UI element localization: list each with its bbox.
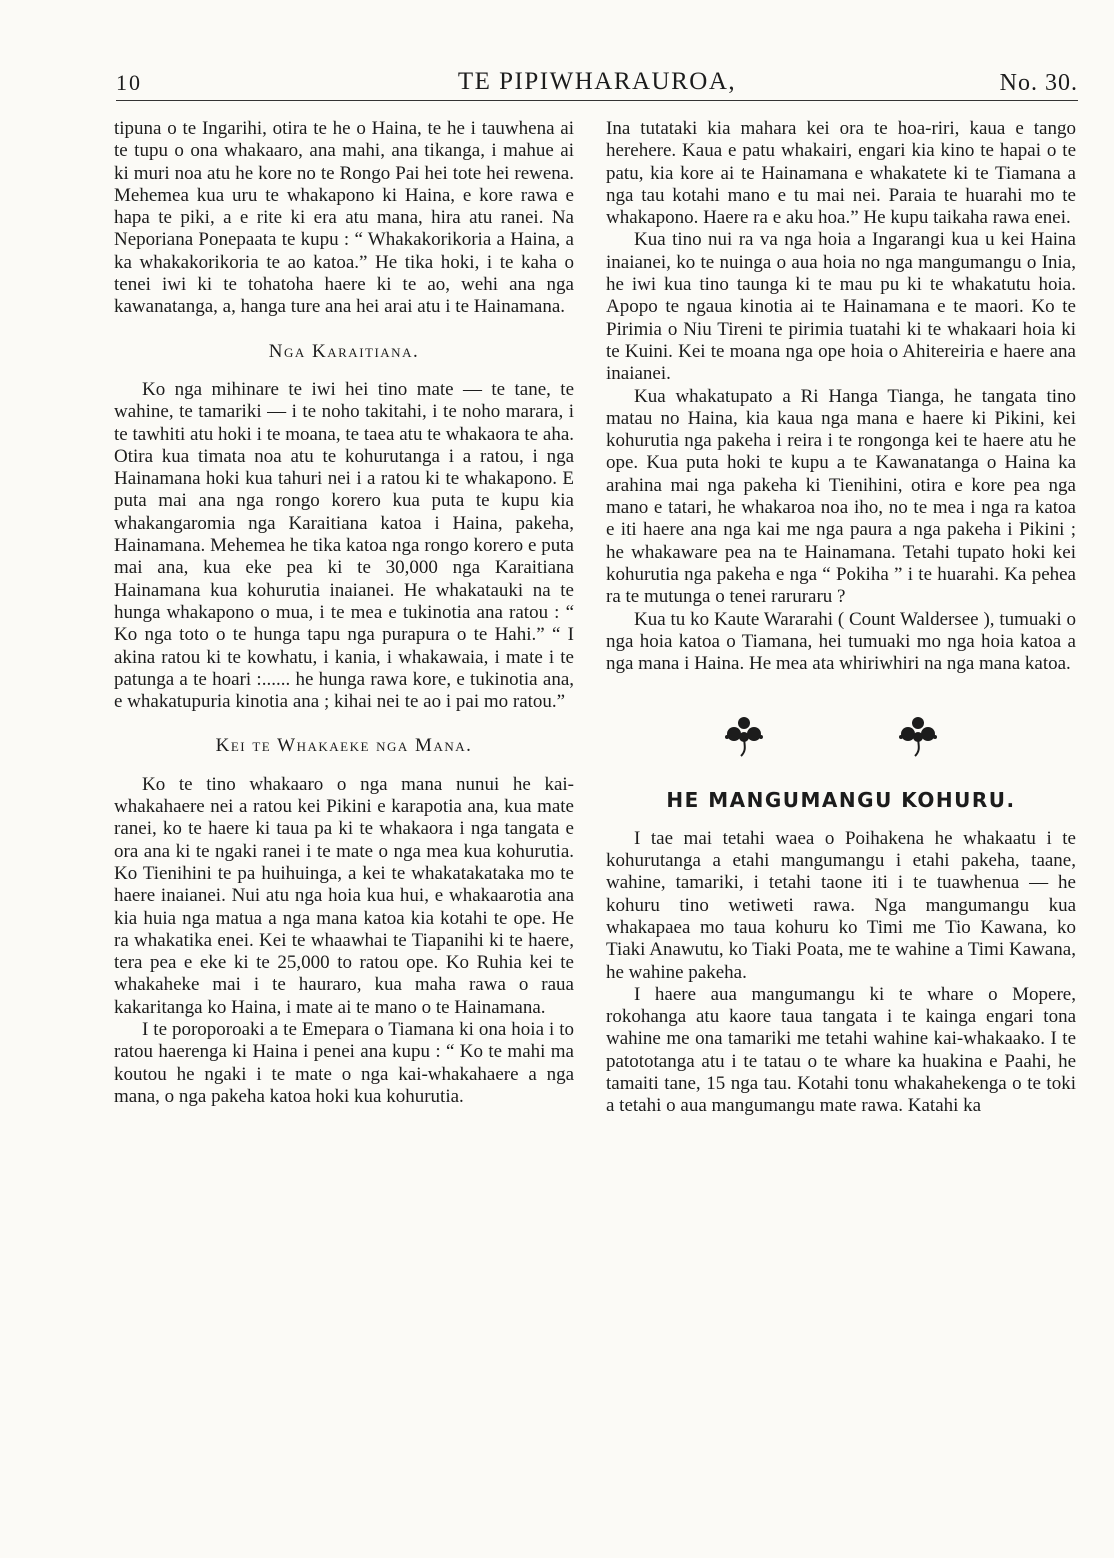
issue-number: No. 30. [999,70,1078,96]
section-heading-karaitiana: Nga Karaitiana. [268,340,420,362]
page-number: 10 [116,70,142,95]
mangumangu-paragraph-1: I tae mai tetahi waea o Poihakena he whakaatu i te kohurutanga a etahi mangumangu i etahi pakeha, taane, wahine, tamariki, i tetahi taone iti i te tuawhenua — he kohuru tino wetiweti rawa. Nga mangumangu kua whakapaea mo taua kohuru ko Timi me Tio Kawana, ko Tiaki Anawutu, ko Tiaki Poata, me te wahine a Timi Kawana, he wahine pakeha. [606,827,1076,983]
karaitiana-paragraph: Ko nga mihinare te iwi hei tino mate — te tane, te wahine, te tamariki — i te noho takitahi, i te noho marara, i te tawhiti atu hoki i te moana, te taea atu te whakaora te aha. Otira kua timata noa atu te kohurutanga i a ratou, i nga Hainamana hoki kua tahuri nei i a ratou ki te whakapono. E puta mai ana nga rongo korero kua puta te kupu kia whakangaromia nga Karaitiana katoa i Haina, pakeha, Hainamana. Mehemea he tika katoa nga rongo korero e puta mai ana, kua eke pea ki te 30,000 nga Karaitiana Hainamana kua kohurutia inaianei. He whakatauki na te hunga whakapono o mua, i te mea e tukinotia ana ratou : “ Ko nga toto o te hunga tapu nga purapura o te Hahi.” “ I akina ratou ki te kowhatu, i kania, i whakawaia, i mate i te patunga a te hoari :...... he hunga rawa kore, e tukinotia ana, e whakatupuria kinotia ana ; kihai nei te ao i pai mo ratou.” [114,378,574,713]
masthead-title: TE PIPIWHARAUROA, [457,68,737,95]
right-column [606,118,1076,1118]
left-column [114,118,574,1108]
right-paragraph-4: Kua tu ko Kaute Wararahi ( Count Waldersee ), tumuaki o nga hoia katoa o Tiamana, hei tumuaki mo nga hoia katoa a nga mana i Haina. He mea ata whiriwhiri na nga mana katoa. [606,608,1076,675]
whakaeke-paragraph-2: I te poroporoaki a te Emepara o Tiamana ki ona hoia i to ratou haerenga ki Haina i penei ana kupu : “ Ko te mahi ma koutou he ngaki i te mate o nga kai-whakahaere a nga mana, o nga pakeha katoa hoki kua kohurutia. [114,1018,574,1107]
header-rule [116,100,1078,101]
trefoil-ornament-icon [898,715,938,759]
left-opening-paragraph: tipuna o te Ingarihi, otira te he o Haina, te he i tauwhena ai te tupu o ona whakaaro, ana mahi, ana tikanga, i mahue ai ki muri noa atu he kore no te Rongo Pai hei tote hei rewena. Mehemea kua uru te whakapono ki Haina, e kore rawa e hapa te piki, a e rite ki era atu mana, hira atu ranei. Na Neporiana Ponepaata te kupu : “ Whakakorikoria a Haina, a ka whakakorikoria te ao katoa.” He tika hoki, i te kaha o tenei iwi ki te tohatoha haere ki te ao, wehi ana nga kawanatanga, a, hanga ture ana hei arai atu i te Hainamana. [114,118,574,318]
section-heading-whakaeke: Kei te Whakaeke nga Mana. [215,735,473,757]
right-paragraph-3: Kua whakatupato a Ri Hanga Tianga, he tangata tino matau no Haina, kia kaua nga mana e haere ki Pikini, kei kohurutia nga pakeha i reira i te rongonga kei te haere atu he ope. Kua puta hoki te kupu a te Kawanatanga o Haina ka arahina mai nga pakeha ki Tienihini, otira e kore pea nga mano e tatari, he whakaroa noa iho, no te mea i nga ra katoa e iti haere ana nga kai me nga paura a nga pakeha i Pikini ; he whakaware pea na te Hainamana. Tetahi tupato hoki kei kohurutia nga pakeha e nga “ Pokiha ” i te huarahi. Ka pehea ra te mutunga o tenei raruraru ? [606,385,1076,608]
right-paragraph-2: Kua tino nui ra va nga hoia a Ingarangi kua u kei Haina inaianei, ko te nuinga o aua hoia no nga mangumangu o Inia, he iwi kua tino taunga ki te mau pu ki te whakatutu hoia. Apopo te ngaua kinotia ai te Hainamana e te maori. Ko te Pirimia o Niu Tireni te pirimia tuatahi ki te whakaari hoia ki te Kuini. Kei te moana nga ope hoia o Ahitereiria e haere ana inaianei. [606,229,1076,385]
whakaeke-paragraph-1: Ko te tino whakaaro o nga mana nunui he kai-whakahaere nei a ratou kei Pikini e karapotia ana, kua mate ranei, ko te haere ki taua pa ki te whakaora i nga tangata e ora ana ki te ngaki ranei i te mate o nga mea kua kohurutia. Ko Tienihini te pa huihuinga, a kei te whakatakataka mo te haere inaianei. Nui atu nga hoia kua hui, e whakaarotia ana kia huia nga matua a nga mana katoa kia kotahi te ope. He ra whakatika enei. Kei te whaawhai te Tiapanihi ki te haere, tera pea e eke ki te 25,000 to ratou ope. Ko Ruhia kei te whakaheke mai i te hauraro, kua maha rawa o raua kakaritanga ko Haina, i mate ai te mano o te Hainamana. [114,773,574,1018]
trefoil-ornament-icon [724,715,764,759]
mangumangu-paragraph-2: I haere aua mangumangu ki te whare o Mopere, rokohanga atu kaore taua tangata i te kainga engari tona wahine me ona tamariki me tetahi wahine kai-whakaako. I te patototanga atu i te tatau o te whare ka huakina e Paahi, he tamaiti tane, 15 nga tau. Kotahi tonu whakahekenga o te toki a tetahi o aua mangumangu mate rawa. Katahi ka [606,983,1076,1117]
right-paragraph-1: Ina tutataki kia mahara kei ora te hoa-riri, kaua e tango herehere. Kaua e patu whakairi, engari kia kino te hapai o te patu, kia kore ai te Hainamana e whakatete ki te Tiamana a nga tau kotahi mano e tu mai nei. Paraia te huarahi mo te whakapono. Haere ra e aku hoa.” He kupu taikaha rawa enei. [606,118,1076,229]
page-header [116,64,1078,100]
article-heading-mangumangu: HE MANGUMANGU KOHURU. [666,788,1016,813]
ornament-divider [606,715,1076,763]
